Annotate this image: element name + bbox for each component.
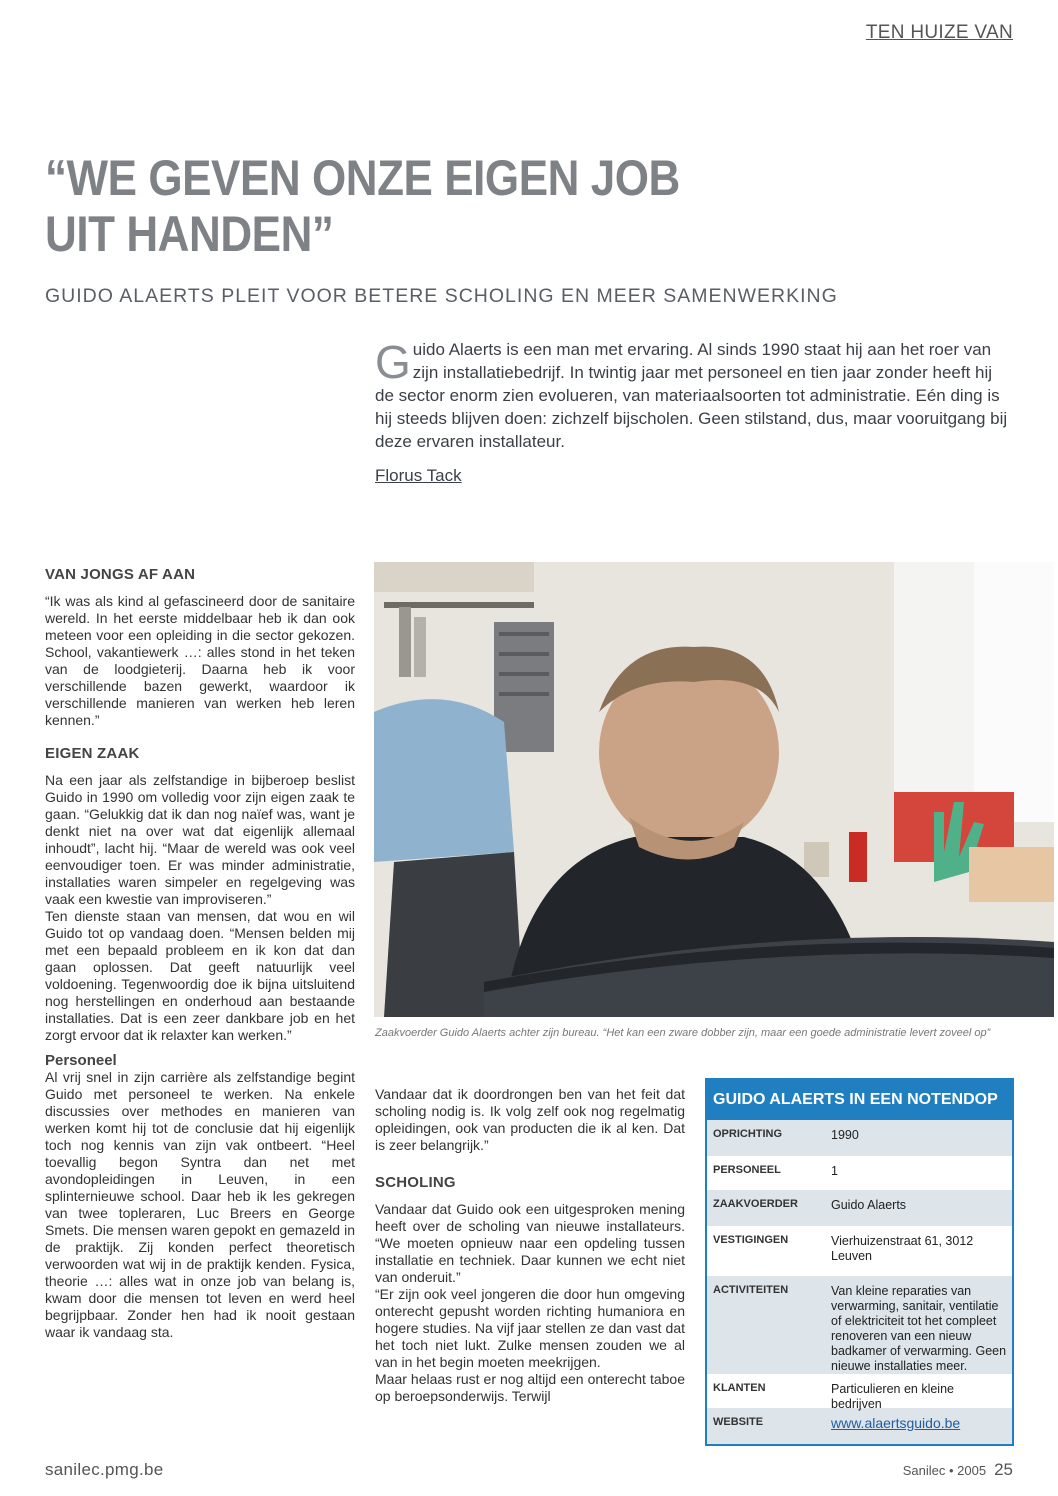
headline-line-2: UIT HANDEN”: [45, 206, 334, 262]
paragraph: “Ik was als kind al gefascineerd door de sanitaire wereld. In het eerste middelbaar heb ik dan ook meteen voor een opleiding in die sector gekozen. School, vakantiewerk …: alles stond in het teken van de loodgieterij. Daarna heb ik voor verschillende bazen gewerkt, waardoor ik verschillende manieren van werken heb leren kennen.”: [45, 593, 355, 728]
fact-row-vestigingen: [707, 1226, 1012, 1276]
heading-personeel: Personeel: [45, 1052, 117, 1069]
paragraph: Na een jaar als zelfstandige in bijberoep beslist Guido in 1990 om volledig voor zijn eigen zaak te gaan. “Gelukkig dat ik dan nog naïef was, want je denkt niet na over wat dat eigenlijk allemaal inhoudt”, lacht hij. “Maar de wereld was ook veel eenvoudiger toen. Er was minder administratie, installaties waren simpeler en regelgeving was vaak een kwestie van improviseren.”: [45, 772, 355, 907]
heading-van-jongs: VAN JONGS AF AAN: [45, 566, 196, 583]
fact-row-oprichting: [707, 1120, 1012, 1156]
fact-value: Van kleine reparaties van verwarming, sanitair, ventilatie of elektriciteit tot het compleet renoveren van een nieuw badkamer of verwarming. Geen nieuwe installaties meer.: [831, 1284, 1007, 1373]
fact-row-personeel: [707, 1156, 1012, 1190]
intro-paragraph: [375, 338, 1015, 453]
fact-value: Particulieren en kleine bedrijven: [831, 1382, 954, 1411]
fact-key: VESTIGINGEN: [713, 1234, 789, 1246]
footer-pagination: [903, 1460, 1013, 1480]
heading-eigen-zaak: EIGEN ZAAK: [45, 745, 140, 762]
dropcap: G: [375, 336, 411, 388]
intro-text: uido Alaerts is een man met ervaring. Al sinds 1990 staat hij aan het roer van zijn installatiebedrijf. In twintig jaar met personeel en tien jaar zonder heeft hij de sector enorm zien evolueren, van materiaalsoorten tot administratie. Eén ding is hij steeds blijven doen: zichzelf bijscholen. Geen stilstand, dus, maar vooruitgang bij deze ervaren installateur.: [375, 340, 1008, 451]
middle-column: [375, 1086, 685, 1405]
paragraph: Vandaar dat ik doordrongen ben van het feit dat scholing nodig is. Ik volg zelf ook nog regelmatig opleidingen, ook van producten die ik al ken. Dat is zeer belangrijk.”: [375, 1086, 685, 1153]
paragraph: Ten dienste staan van mensen, dat wou en wil Guido tot op vandaag doen. “Mensen belden mij met een bepaald probleem en ik kon dat dan gaan oplossen. Dat geeft natuurlijk veel voldoening. Tegenwoordig doe ik bijna uitsluitend nog herstellingen en onderhoud aan bestaande installaties. Dat is een zeer dankbare job en het zorgt ervoor dat ik relaxter kan werken.”: [45, 908, 355, 1043]
fact-value: 1990: [831, 1128, 859, 1142]
fact-key: PERSONEEL: [713, 1164, 781, 1176]
paragraph: Al vrij snel in zijn carrière als zelfstandige begint Guido met personeel te werken. Na enkele discussies over methodes en manieren van werken komt hij tot de conclusie dat hij eigenlijk toch nog kennis van zijn vak ontbeert. “Heel toevallig begon Syntra dan net met avondopleidingen in Leuven, in een splinternieuwe school. Daar heb ik les gekregen van twee topleraren, Luc Breers en George Smets. Die mensen waren gepokt en gemazeld in de praktijk. Zij konden perfect theoretisch verwoorden wat wij in de praktijk kenden. Fysica, theorie …: alles wat in onze job van belang is, kwam door die mensen tot leven en werd heel begrijpbaar. Zonder hen had ik nooit gestaan waar ik vandaag sta.: [45, 1069, 355, 1340]
paragraph: Maar helaas rust er nog altijd een onterecht taboe op beroepsonderwijs. Terwijl: [375, 1371, 685, 1404]
fact-key: KLANTEN: [713, 1382, 766, 1394]
left-column: [45, 566, 355, 1341]
fact-key: WEBSITE: [713, 1416, 764, 1428]
fact-row-activiteiten: [707, 1276, 1012, 1374]
paragraph: Vandaar dat Guido ook een uitgesproken mening heeft over de scholing van nieuwe installateurs. “We moeten opnieuw naar een opdeling tussen installatie en techniek. Daar kunnen we echt niet van onderuit.”: [375, 1201, 685, 1285]
fact-row-zaakvoerder: [707, 1190, 1012, 1226]
paragraph: “Er zijn ook veel jongeren die door hun omgeving onterecht gepusht worden richting humaniora en hogere studies. Na vijf jaar stellen ze dan vast dat het toch niet lukt. Zulke mensen zouden we al van in het begin moeten meekrijgen.: [375, 1286, 685, 1370]
fact-key: ZAAKVOERDER: [713, 1198, 798, 1210]
fact-value: Vierhuizenstraat 61, 3012 Leuven: [831, 1234, 974, 1263]
website-link[interactable]: www.alaertsguido.be: [831, 1415, 961, 1431]
fact-key: OPRICHTING: [713, 1128, 783, 1140]
fact-value: [827, 1408, 1012, 1444]
fact-key: ACTIVITEITEN: [713, 1284, 789, 1296]
page-title: [45, 150, 837, 262]
fact-value: Guido Alaerts: [831, 1198, 907, 1212]
subtitle: GUIDO ALAERTS PLEIT VOOR BETERE SCHOLING EN MEER SAMENWERKING: [45, 285, 838, 307]
heading-scholing: SCHOLING: [375, 1174, 456, 1191]
footer-site[interactable]: sanilec.pmg.be: [45, 1460, 164, 1479]
fact-row-website: [707, 1408, 1012, 1444]
fact-box: [705, 1078, 1014, 1446]
portrait-photo: [374, 562, 1054, 1017]
fact-value: 1: [831, 1164, 838, 1178]
photo-caption: Zaakvoerder Guido Alaerts achter zijn bureau. “Het kan een zware dobber zijn, maar een goede administratie levert zoveel op”: [375, 1027, 991, 1039]
office-portrait-illustration: [374, 562, 1054, 1017]
section-tag: TEN HUIZE VAN: [865, 22, 1013, 43]
fact-box-title: GUIDO ALAERTS IN EEN NOTENDOP: [707, 1080, 1012, 1120]
footer-publication: Sanilec • 2005: [902, 1463, 987, 1478]
author-byline: Florus Tack: [375, 466, 462, 485]
page-number: 25: [994, 1460, 1013, 1479]
headline-line-1: “WE GEVEN ONZE EIGEN JOB: [45, 150, 680, 206]
fact-row-klanten: [707, 1374, 1012, 1411]
